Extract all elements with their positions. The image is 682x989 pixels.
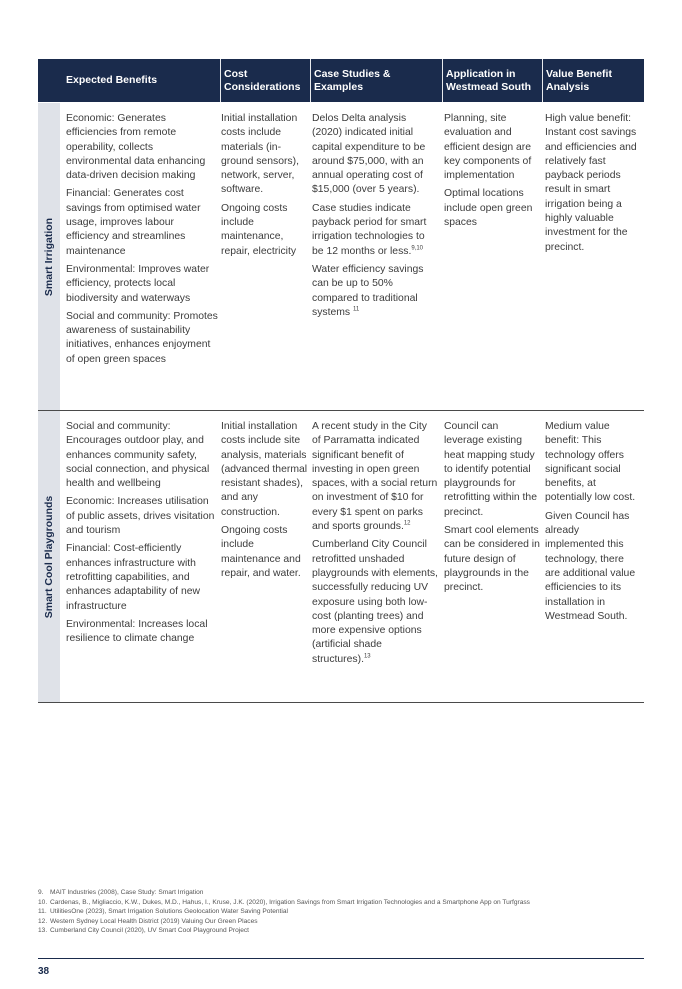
cost-text: Ongoing costs include maintenance, repair, electricity — [221, 202, 297, 257]
header-application: Application in Westmead South — [446, 67, 531, 93]
footnote-ref: 11 — [353, 306, 360, 313]
case-body: Water efficiency savings can be up to 50% compared to traditional systems — [312, 263, 424, 318]
footnote — [38, 907, 658, 917]
benefit-text: Social and community: Encourages outdoor play, and enhances community safety, social connection, and physical health and wellbeing — [66, 421, 210, 490]
cell-application — [444, 112, 540, 234]
row-side-band — [38, 411, 60, 702]
footnote — [38, 917, 658, 927]
cell-expected-benefits — [66, 112, 218, 371]
case-text — [312, 420, 438, 534]
header-expected-benefits: Expected Benefits — [66, 74, 158, 86]
footnote — [38, 898, 658, 908]
footnote-number: 12. — [38, 917, 48, 925]
cell-cost-considerations — [221, 112, 309, 263]
header-cost-considerations: Cost Considerations — [224, 67, 301, 93]
footnote-number: 10. — [38, 898, 48, 906]
table-header — [38, 59, 644, 102]
case-body: Cumberland City Council retrofitted unshaded playgrounds with elements, successfully reducing UV exposure using both low-cost (planting trees) and more expensive options (artificial shade structures). — [312, 539, 438, 665]
case-body: Delos Delta analysis (2020) indicated initial capital expenditure to be around $75,000, with an annual operating cost of $15,000 (over 5 years). — [312, 113, 426, 196]
footnote-text: Western Sydney Local Health District (2019) Valuing Our Green Places — [50, 917, 258, 925]
cell-expected-benefits — [66, 420, 218, 650]
footer-divider — [38, 958, 644, 959]
benefit-text: Financial: Generates cost savings from optimised water usage, improves labour efficiency and streamlines maintenance — [66, 188, 201, 257]
page-number: 38 — [38, 966, 50, 977]
footnote-number: 13. — [38, 927, 48, 935]
cell-case-studies — [312, 420, 438, 671]
cell-value-benefit — [545, 420, 641, 628]
case-text — [312, 538, 438, 667]
benefit-text: Financial: Cost-efficiently enhances infrastructure with retrofitting capabilities, and enhances adaptability of new infrastructure — [66, 543, 201, 612]
cell-cost-considerations — [221, 420, 309, 585]
footnote-text: MAIT Industries (2008), Case Study: Smart Irrigation — [50, 889, 204, 896]
application-text: Optimal locations include open green spaces — [444, 188, 533, 229]
case-body: Case studies indicate payback period for smart irrigation technologies to be 12 months or less. — [312, 202, 427, 257]
cell-case-studies — [312, 112, 438, 324]
footnote-text: UtilitiesOne (2023), Smart Irrigation Solutions Geolocation Water Saving Potential — [50, 908, 288, 916]
footnote — [38, 888, 658, 898]
case-text — [312, 112, 438, 198]
footnote-number: 9. — [38, 889, 44, 896]
application-text: Council can leverage existing heat mapping study to identify potential playgrounds for retrofitting within the precinct. — [444, 421, 537, 518]
row-side-band — [38, 103, 60, 410]
footnote-number: 11. — [38, 908, 47, 916]
table-row-smart-cool-playgrounds — [38, 411, 644, 702]
value-text: High value benefit: Instant cost savings and efficiencies and relatively fast payback periods result in smart irrigation being a highly valuable investment for the precinct. — [545, 113, 637, 253]
case-body: A recent study in the City of Parramatta indicated significant benefit of investing in open green spaces, with a social return on investment of $10 for every $1 spent on parks and sports grounds. — [312, 421, 438, 533]
row-label-smart-irrigation: Smart Irrigation — [43, 217, 55, 296]
footnote — [38, 926, 658, 936]
header-value-benefit: Value Benefit Analysis — [546, 67, 612, 93]
cell-value-benefit — [545, 112, 641, 259]
row-divider — [38, 702, 644, 703]
benefit-text: Social and community: Promotes awareness of sustainability initiatives, enhances enjoyment of open green spaces — [66, 310, 218, 365]
application-text: Planning, site evaluation and efficient design are key components of implementation — [444, 113, 532, 182]
footnote-ref: 12 — [403, 520, 411, 527]
benefit-text: Environmental: Improves water efficiency, protects local biodiversity and waterways — [66, 263, 210, 304]
value-text: Medium value benefit: This technology offers significant social benefits, at potentially low cost. — [545, 421, 636, 504]
cost-text: Initial installation costs include materials (in-ground sensors), network, server, software. — [221, 113, 299, 196]
cost-text: Ongoing costs include maintenance and repair, and water. — [221, 525, 301, 579]
value-text: Given Council has already implemented this technology, there are additional value efficiencies to its installation in Westmead South. — [545, 510, 636, 622]
case-text — [312, 202, 438, 259]
cost-text: Initial installation costs include site analysis, materials (advanced thermal resistant shades), and any construction. — [221, 421, 308, 518]
header-case-studies: Case Studies & Examples — [314, 67, 391, 93]
row-label-smart-cool-playgrounds: Smart Cool Playgrounds — [43, 495, 55, 618]
cell-application — [444, 420, 540, 600]
footnote-ref: 13 — [363, 653, 371, 660]
footnotes — [38, 888, 658, 936]
application-text: Smart cool elements can be considered in future design of playgrounds in the precinct. — [444, 525, 540, 594]
benefit-text: Economic: Generates efficiencies from remote operability, collects environmental data enhancing data-driven decision making — [66, 113, 206, 182]
benefit-text: Economic: Increases utilisation of public assets, drives visitation and tourism — [66, 496, 215, 537]
footnote-text: Cardenas, B., Migliaccio, K.W., Dukes, M.D., Hahus, I., Kruse, J.K. (2020), Irrigation Savings from Smart Irrigation Technologies and a Smartphone App on Turfgrass — [50, 898, 530, 906]
benefit-text: Environmental: Increases local resilience to climate change — [66, 618, 208, 645]
table-row-smart-irrigation — [38, 103, 644, 410]
case-text — [312, 263, 438, 320]
footnote-text: Cumberland City Council (2020), UV Smart Cool Playground Project — [50, 927, 249, 935]
footnote-ref: 9,10 — [411, 245, 424, 252]
